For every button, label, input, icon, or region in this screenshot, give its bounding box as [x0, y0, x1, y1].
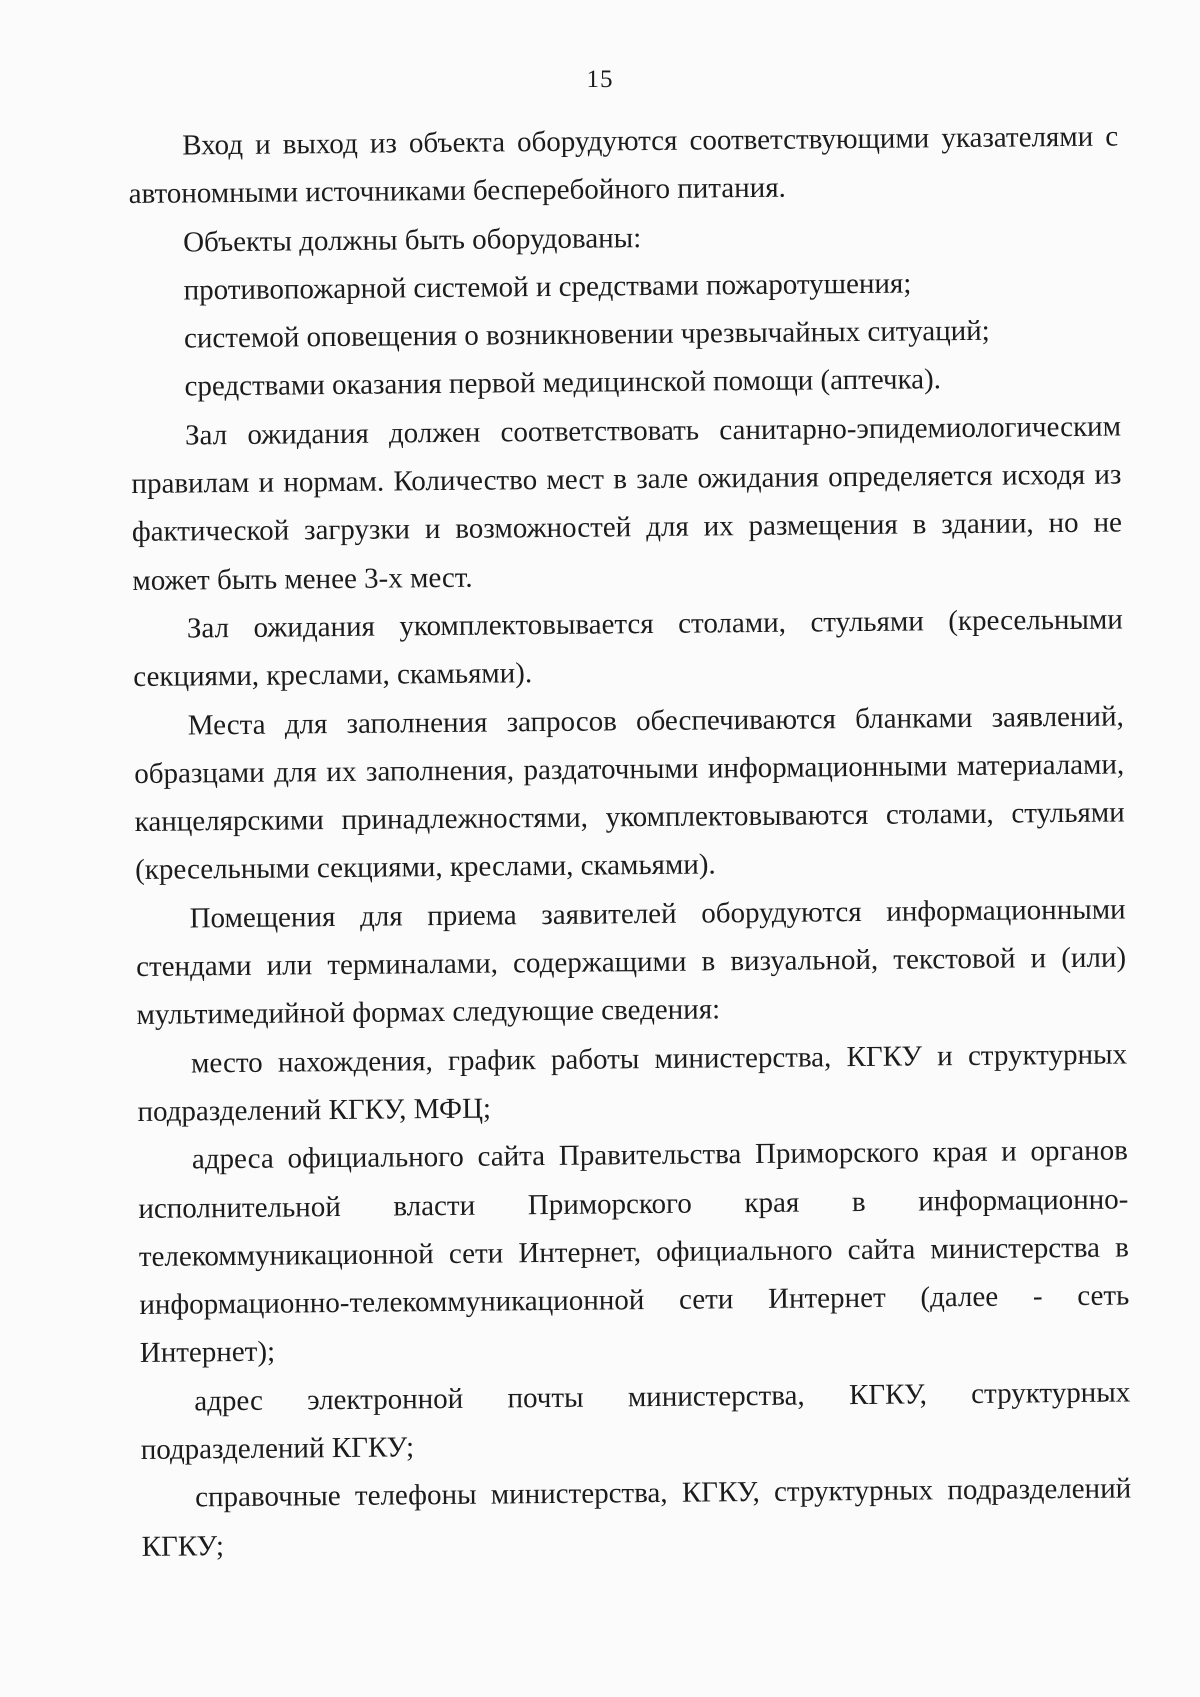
paragraph-entrance-exit: Вход и выход из объекта оборудуются соответствующими указателями с автономными источниками бесперебойного питания. — [128, 120, 1119, 211]
list-item-location-schedule: место нахождения, график работы министерства, КГКУ и структурных подразделений КГКУ, МФЦ; — [137, 1038, 1128, 1128]
list-item-email-address: адрес электронной почты министерства, КГКУ, структурных подразделений КГКУ; — [140, 1376, 1131, 1466]
list-item-fire-system: противопожарной системой и средствами пожаротушения; — [183, 267, 912, 307]
page-number: 15 — [586, 66, 614, 93]
list-item-website-addresses: адреса официального сайта Правительства Приморского края и органов исполнительной власти Приморского края в информационно-телекоммуникационной сети Интернет, официального сайта министерства в информационно-телекоммуникационной сети Интернет (далее - сеть Интернет); — [138, 1134, 1130, 1370]
paragraph-objects-equipped: Объекты должны быть оборудованы: — [183, 221, 642, 259]
paragraph-waiting-hall-norms: Зал ожидания должен соответствовать санитарно-эпидемиологическим правилам и нормам. Количество мест в зале ожидания определяется исходя из фактической загрузки и возможностей для их размещения в здании, но не может быть менее 3-х мест. — [131, 410, 1123, 597]
paragraph-reception-rooms: Помещения для приема заявителей оборудуются информационными стендами или терминалами, содержащими в визуальной, текстовой и (или) мультимедийной формах следующие сведения: — [135, 893, 1127, 1032]
list-item-reference-phones: справочные телефоны министерства, КГКУ, структурных подразделений КГКУ; — [141, 1472, 1132, 1563]
list-item-first-aid: средствами оказания первой медицинской помощи (аптечка). — [184, 363, 942, 403]
list-item-alert-system: системой оповещения о возникновении чрезвычайных ситуаций; — [183, 314, 990, 355]
document-body — [128, 112, 1132, 1570]
paragraph-waiting-hall-furniture: Зал ожидания укомплектовывается столами, стульями (кресельными секциями, креслами, скамьями). — [133, 603, 1123, 694]
paragraph-request-places: Места для заполнения запросов обеспечиваются бланками заявлений, образцами для их заполнения, раздаточными информационными материалами, канцелярскими принадлежностями, укомплектовываются столами, стульями (кресельными секциями, креслами, скамьями). — [134, 700, 1125, 887]
